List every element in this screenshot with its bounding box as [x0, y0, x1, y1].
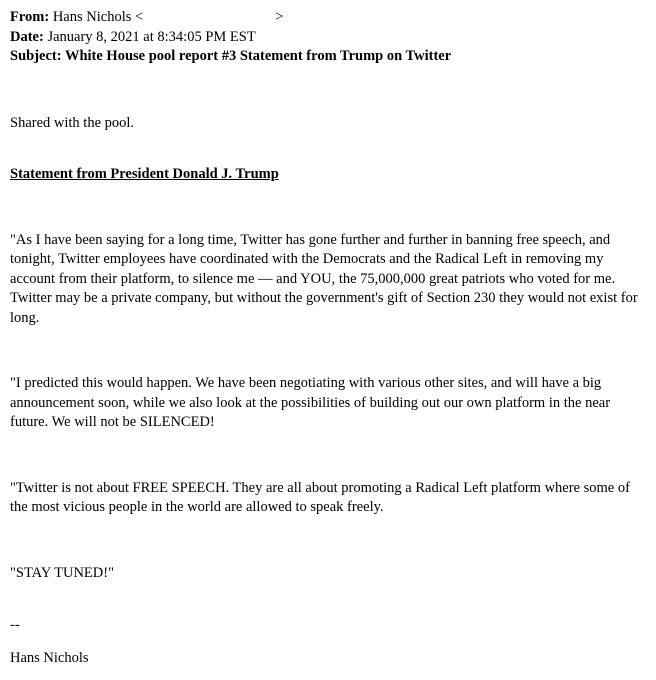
subject-value: White House pool report #3 Statement from Trump on Twitter [64, 48, 452, 64]
from-open-bracket: < [135, 9, 144, 25]
date-label: Date: [10, 28, 44, 45]
subject-label: Subject: [10, 48, 62, 64]
statement-paragraph-4: "STAY TUNED!" [10, 564, 114, 581]
subject-line [10, 47, 640, 67]
intro-text: Shared with the pool. [10, 114, 135, 131]
statement-paragraph-2: "I predicted this would happen. We have been negotiating with various other sites, and will have a big announcement soon, while we also look at the possibilities of building out our own platform in the near future. We will not be SILENCED! [10, 375, 611, 430]
from-line [10, 8, 640, 28]
date-line [10, 28, 640, 48]
statement-heading: Statement from President Donald J. Trump [10, 166, 279, 182]
email-message [10, 8, 640, 668]
statement-paragraph-3: "Twitter is not about FREE SPEECH. They are all about promoting a Radical Left platform where some of the most vicious people in the world are allowed to speak freely. [10, 479, 630, 515]
date-value: January 8, 2021 at 8:34:05 PM EST [47, 28, 256, 45]
signature-dash: -- [10, 617, 20, 633]
statement-paragraph-1: "As I have been saying for a long time, Twitter has gone further and further in banning free speech, and tonight, Twitter employees have coordinated with the Democrats and the Radical Left in removing my account from their platform, to silence me — and YOU, the 75,000,000 great patriots who voted for me. Twitter may be a private company, but without the government's gift of Section 230 they would not exist for long. [10, 231, 638, 326]
from-label: From: [10, 9, 50, 25]
from-close-bracket: > [275, 9, 284, 25]
signature-name: Hans Nichols [10, 649, 89, 666]
from-name: Hans Nichols [52, 9, 132, 25]
